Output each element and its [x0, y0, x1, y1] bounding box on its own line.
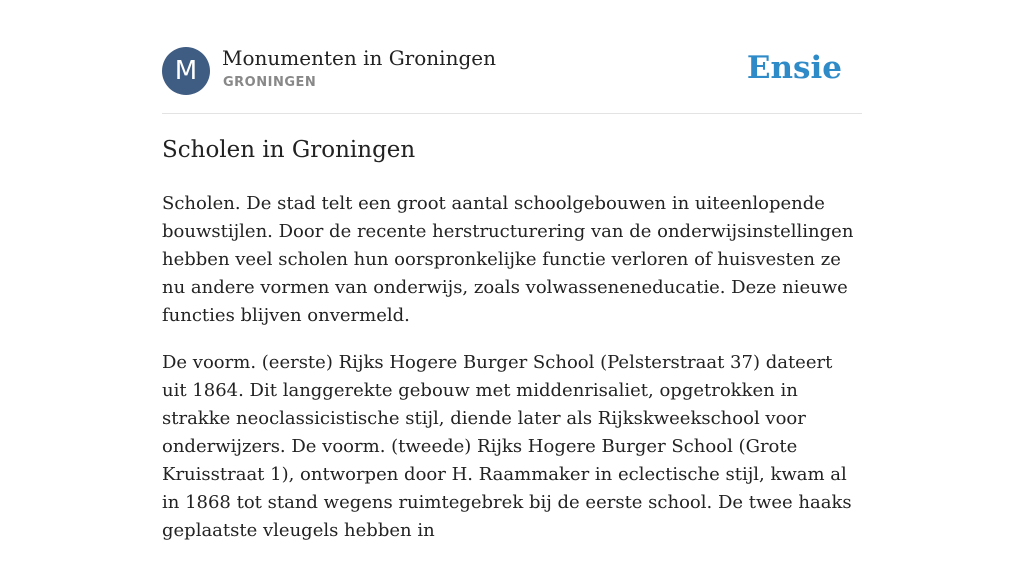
article-title: Scholen in Groningen: [162, 137, 416, 163]
header: [162, 0, 862, 114]
brand-logo[interactable]: Ensie: [746, 50, 842, 86]
avatar[interactable]: M: [162, 47, 210, 95]
article-paragraph: De voorm. (eerste) Rijks Hogere Burger School (Pelsterstraat 37) dateert uit 1864. Dit langgerekte gebouw met middenrisaliet, opgetrokken in strakke neoclassicistische stijl, diende later als Rijkskweekschool voor onderwijzers. De voorm. (tweede) Rijks Hogere Burger School (Grote Kruisstraat 1), ontworpen door H. Raammaker in eclectische stijl, kwam al in 1868 tot stand wegens ruimtegebrek bij de eerste school. De twee haaks geplaatste vleugels hebben in: [162, 352, 852, 541]
site-subtitle[interactable]: GRONINGEN: [223, 75, 317, 90]
article-paragraph: Scholen. De stad telt een groot aantal schoolgebouwen in uiteenlopende bouwstijlen. Door de recente herstructurering van de onderwijsinstellingen hebben veel scholen hun oorspronkelijke functie verloren of huisvesten ze nu andere vormen van onderwijs, zoals volwasseneneducatie. Deze nieuwe functies blijven onvermeld.: [162, 193, 854, 326]
page-container: [162, 0, 862, 541]
article-body: [162, 190, 862, 564]
site-title[interactable]: Monumenten in Groningen: [222, 46, 496, 70]
